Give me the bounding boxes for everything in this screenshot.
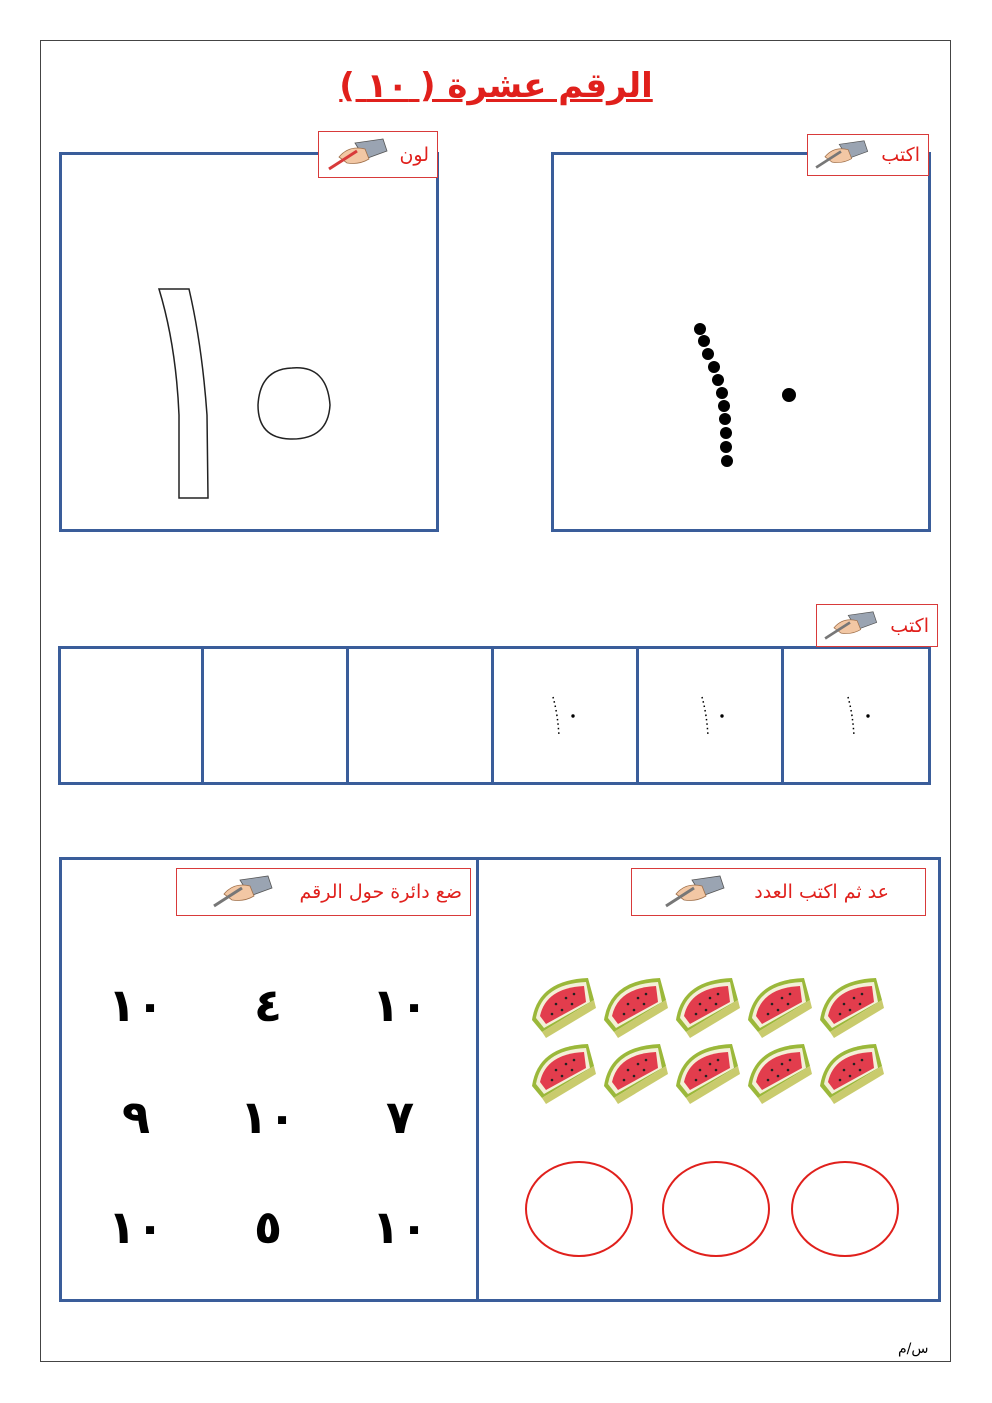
watermelon-slice-icon	[604, 978, 668, 1038]
number-choice[interactable]: ٥	[253, 1200, 283, 1254]
trace-cell[interactable]	[784, 647, 929, 783]
outline-number-ten[interactable]	[62, 155, 436, 529]
watermelon-slice-icon	[676, 978, 740, 1038]
trace-tag	[816, 604, 938, 647]
section-divider	[476, 857, 479, 1302]
answer-circle[interactable]	[662, 1161, 770, 1257]
count-tag	[631, 868, 926, 916]
circle-number-label: ضع دائرة حول الرقم	[299, 881, 462, 903]
color-tag	[318, 131, 438, 178]
trace-label: اكتب	[890, 614, 929, 637]
number-choice[interactable]: ٤	[253, 978, 283, 1032]
number-choice[interactable]: ١٠	[371, 1200, 429, 1254]
watermelon-slice-icon	[532, 1044, 596, 1104]
pencil-hand-icon	[811, 139, 871, 171]
watermelon-group	[520, 966, 920, 1116]
dotted-number-ten[interactable]	[554, 155, 928, 529]
answer-circle[interactable]	[525, 1161, 633, 1257]
answer-circle[interactable]	[791, 1161, 899, 1257]
count-label: عد ثم اكتب العدد	[754, 881, 889, 903]
pencil-hand-icon	[325, 137, 389, 173]
number-choice[interactable]: ١٠	[107, 1200, 165, 1254]
pencil-hand-icon	[820, 610, 880, 642]
number-choice[interactable]: ١٠	[371, 978, 429, 1032]
page-title: الرقم عشرة ( ١٠ )	[339, 66, 653, 106]
watermelon-slice-icon	[676, 1044, 740, 1104]
watermelon-slice-icon	[820, 978, 884, 1038]
number-choice[interactable]: ١٠	[239, 1090, 297, 1144]
trace-cell[interactable]	[204, 647, 349, 783]
dotted-ten-trace	[841, 695, 881, 745]
trace-cell[interactable]	[639, 647, 784, 783]
color-label: لون	[399, 143, 429, 166]
trace-cell[interactable]	[494, 647, 639, 783]
pencil-hand-icon	[206, 874, 278, 910]
watermelon-slice-icon	[748, 978, 812, 1038]
dotted-ten-trace	[695, 695, 735, 745]
circle-number-tag	[176, 868, 471, 916]
number-choice[interactable]: ١٠	[107, 978, 165, 1032]
number-choice[interactable]: ٩	[121, 1090, 151, 1144]
pencil-hand-icon	[658, 874, 730, 910]
write-box	[551, 152, 931, 532]
write-tag	[807, 134, 929, 176]
dotted-ten-trace	[546, 695, 586, 745]
watermelon-slice-icon	[748, 1044, 812, 1104]
watermelon-slice-icon	[604, 1044, 668, 1104]
color-box	[59, 152, 439, 532]
number-choice[interactable]: ٧	[385, 1090, 415, 1144]
watermelon-slice-icon	[532, 978, 596, 1038]
trace-cell[interactable]	[349, 647, 494, 783]
write-label: اكتب	[881, 144, 920, 166]
trace-cell[interactable]	[59, 647, 204, 783]
watermelon-slice-icon	[820, 1044, 884, 1104]
footer-mark: س/م	[898, 1341, 929, 1357]
